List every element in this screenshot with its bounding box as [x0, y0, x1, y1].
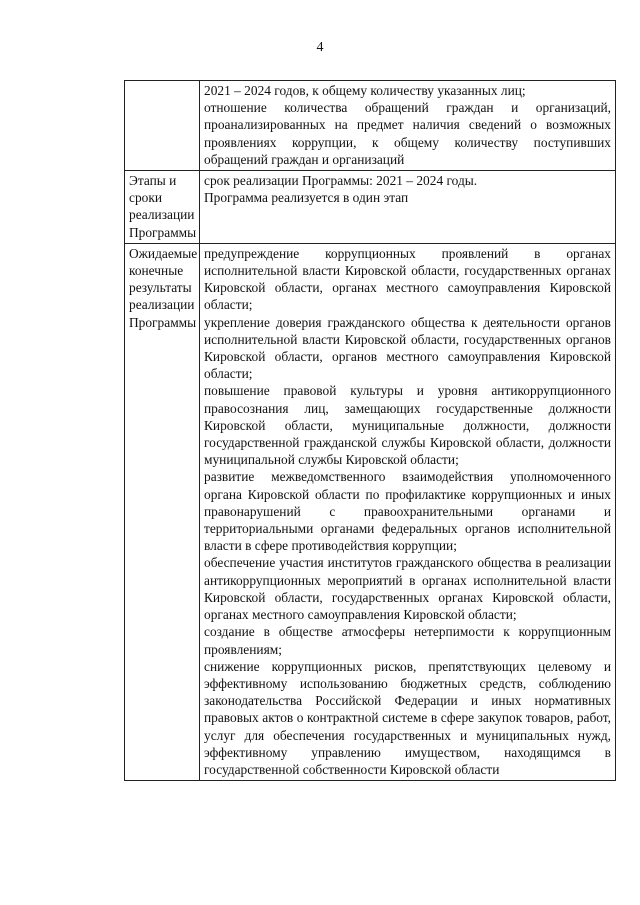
content-paragraph: отношение количества обращений граждан и организаций, проанализированных на предмет наличия сведений о возможных проявлениях коррупции, к общему количеству поступивших обращений граждан и организаций: [204, 100, 611, 167]
content-paragraph: обеспечение участия институтов гражданского общества в реализации антикоррупционных мероприятий в органах исполнительной власти Кировской области, государственных органах Кировской области, органах местного самоуправления Кировской области;: [204, 555, 611, 623]
page-number: 4: [316, 40, 324, 55]
content-paragraph: срок реализации Программы: 2021 – 2024 годы.: [204, 173, 478, 189]
content-paragraph: предупреждение коррупционных проявлений в органах исполнительной власти Кировской области, государственных органах Кировской области, органах местного самоуправления Кировской области;: [204, 245, 611, 313]
row-content: [200, 171, 616, 244]
table-row: [125, 171, 616, 244]
row-label: [125, 171, 200, 244]
row-content: [200, 81, 616, 171]
content-paragraph: Программа реализуется в один этап: [204, 190, 409, 206]
row-content: [200, 243, 616, 780]
program-passport-table: [124, 80, 616, 781]
content-paragraph: развитие межведомственного взаимодействия уполномоченного органа Кировской области по профилактике коррупционных и иных правонарушений с правоохранительными органами и территориальными органами федеральных органов исполнительной власти в сфере противодействия коррупции;: [204, 469, 611, 554]
content-paragraph: снижение коррупционных рисков, препятствующих целевому и эффективному использованию бюджетных средств, соблюдению законодательства Российской Федерации и иных нормативных правовых актов о контрактной системе в сфере закупок товаров, работ, услуг для обеспечения государственных и муниципальных нужд, эффективному управлению имуществом, находящимся в государственной собственности Кировской области: [204, 658, 611, 777]
row-label: [125, 81, 200, 171]
row-label: [125, 243, 200, 780]
content-paragraph: создание в обществе атмосферы нетерпимости к коррупционным проявлениям;: [204, 624, 611, 657]
content-paragraph: повышение правовой культуры и уровня антикоррупционного правосознания лиц, замещающих государственные должности Кировской области, муниципальные должности, должности государственной гражданской службы Кировской области, должности муниципальной службы Кировской области;: [204, 383, 611, 468]
content-paragraph: укрепление доверия гражданского общества к деятельности органов исполнительной власти Кировской области, государственных органов Кировской области, органов местного самоуправления Кировской области;: [204, 314, 611, 382]
table-row: [125, 81, 616, 171]
content-paragraph: 2021 – 2024 годов, к общему количеству указанных лиц;: [204, 83, 526, 98]
table-row: [125, 243, 616, 780]
row-label-text: Этапы и сроки реализации Программы: [129, 173, 197, 240]
row-label-text: Ожидаемые конечные результаты реализации Программы: [129, 245, 198, 330]
